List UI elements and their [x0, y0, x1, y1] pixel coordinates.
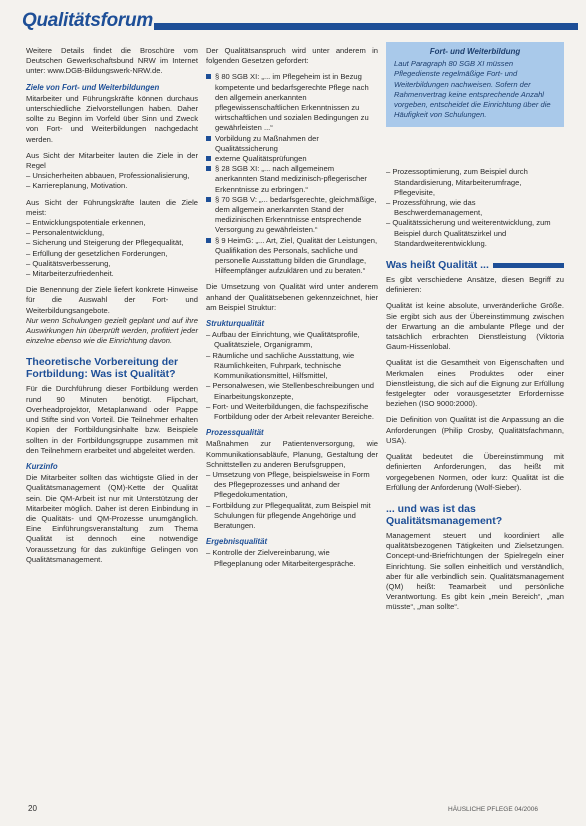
list-item: – Fortbildung zur Pflegequalität, zum Beispiel mit Schulungen für pflegende Angehörige und Beratungen. [206, 500, 371, 530]
paragraph: Die Benennung der Ziele liefert konkrete Hinweise für die Auswahl der Fort- und Weiterbildungsangebote. [26, 285, 198, 315]
paragraph: Management steuert und koordiniert alle qualitätsbezogenen Tätigkeiten und Zielsetzungen. Concept-und-Briefrichtungen der Spielregeln einer Einrichtung. Sie sollen einheitlich und verständlich, aber für alle verbindlich sein. Qualitätsmanagement (QM) heißt: Teamarbeit und persönliche Verantwortung. Es gibt kein „mein Bereich“, „man müsste“, „man sollte“. [386, 530, 564, 612]
heading-qualitaetsmanagement [386, 503, 564, 527]
subheading-ergebnisqualitaet: Ergebnisqualität [206, 537, 268, 547]
paragraph: Für die Durchführung dieser Fortbildung werden rund 90 Minuten benötigt. Flipchart, Overheadprojektor, Metaplanwand oder Pappe und Stifte sind von Vorteil. Die Teilnehmer erhalten Kopien der Fortbildungsinhalte bzw. Beispiele sollten in der Fortbildungsgruppe zusammen mit den Teilnehmern erarbeitet und abgeleitet werden. [26, 384, 198, 455]
list-item: – Aufbau der Einrichtung, wie Qualitätsprofile, Qualitätsziele, Organigramm, [206, 330, 360, 350]
list-mitarbeiter-ziele [26, 171, 198, 191]
list-item: – Qualitätsverbesserung, [26, 258, 111, 268]
paragraph: Die Umsetzung von Qualität wird unter anderem anhand der Qualitätsebenen gekennzeichnet, hier am Beispiel Struktur: [206, 282, 378, 312]
heading-theoretische-vorbereitung: Theoretische Vorbereitung der Fortbildung: Was ist Qualität? [26, 356, 179, 381]
page-number: 20 [28, 804, 37, 813]
list-prozessoptimierung [386, 167, 564, 249]
heading-text: Was heißt Qualität ... [386, 259, 489, 272]
section-title: Qualitätsforum [22, 10, 153, 31]
list-item: § 70 SGB V: „... bedarfsgerechte, gleichmäßige, dem allgemein anerkannten Stand der medizinischen Erkenntnisse entsprechende Versorgung zu gewährleisten.“ [206, 195, 378, 236]
header-rule [154, 23, 578, 30]
subheading-strukturqualitaet: Strukturqualität [206, 319, 265, 329]
list-item: – Sicherung und Steigerung der Pflegequalität, [26, 238, 184, 248]
list-gesetze [206, 72, 378, 276]
subheading-ziele: Ziele von Fort- und Weiterbildungen [26, 82, 160, 92]
list-struktur [206, 330, 378, 422]
list-item: – Mitarbeiterzufriedenheit. [26, 269, 114, 279]
paragraph: Die Mitarbeiter sollten das wichtigste Glied in der Qualitätsmanagement (QM)-Kette der Qualität sein. Die QM-Arbeit ist nur mit Unterstützung der Mitarbeiter möglich. Daher ist deren Einbindung in die Qualitäts- und QM-Prozesse unumgänglich. Eine Einführungsveranstaltung zum Thema Qualität ist dennoch eine notwendige Voraussetzung für das zukünftige Gelingen von Qualitätsmanagement. [26, 473, 198, 564]
column-1 [26, 46, 198, 571]
info-box-title: Fort- und Weiterbildung [429, 47, 521, 56]
list-item: – Fort- und Weiterbildungen, die fachspezifische Fortbildung oder der Arbeit relevanter Bereiche. [206, 401, 374, 421]
subheading-prozessqualitaet: Prozessqualität [206, 428, 264, 438]
list-item: § 28 SGB XI: „... nach allgemeinem anerkannten Stand medizinisch-pflegerischer Erkenntnisse zu erbringen.“ [206, 164, 378, 195]
paragraph: Maßnahmen zur Patientenversorgung, wie Kommunikationsabläufe, Planung, Gestaltung der Schnittstellen zu anderen Berufsgruppen, [206, 439, 378, 469]
list-item: Vorbildung zu Maßnahmen der Qualitätssicherung [206, 134, 378, 154]
info-box-text: Laut Paragraph 80 SGB XI müssen Pflegedienste regelmäßige Fort- und Weiterbildungen nachweisen. Sofern der Rahmenvertrag keine entsprechende Anzahl vorgeben, entscheidet die Einrichtung über die Häufigkeit von Schulungen. [394, 59, 551, 120]
list-item: – Karriereplanung, Motivation. [26, 181, 128, 191]
subheading-kurzinfo: Kurzinfo [26, 461, 58, 471]
list-item: – Prozessoptimierung, zum Beispiel durch Standardisierung, Mitarbeiterumfrage, Pflegevisite, [386, 167, 528, 197]
magazine-issue: HÄUSLICHE PFLEGE 04/2006 [448, 806, 538, 813]
list-item: – Unsicherheiten abbauen, Professionalisierung, [26, 171, 190, 181]
paragraph: Mitarbeiter und Führungskräfte können durchaus unterschiedliche Zielvorstellungen haben. Daher sollte zu Beginn im Vorfeld über Sinn und Zweck von Fort- und Weiterbildungen nachgedacht werden. [26, 93, 198, 144]
intro-text: Weitere Details findet die Broschüre vom Deutschen Gewerkschaftsbund NRW im Internet unter: www.DGB-Bildungswerk-NRW.de. [26, 46, 198, 76]
info-box [386, 42, 564, 127]
list-item: § 80 SGB XI: „... im Pflegeheim ist in Bezug kompetente und bedarfsgerechte Pflege nach den allgemein anerkannten pflegewissenschaftlichen Erkenntnissen zu wirtschaftlichen und sozialen Bedingungen zu gewährleisten ...“ [206, 72, 378, 133]
paragraph: Es gibt verschiedene Ansätze, diesen Begriff zu definieren: [386, 275, 564, 295]
list-item: – Personalentwicklung, [26, 228, 105, 238]
paragraph: Aus Sicht der Mitarbeiter lauten die Ziele in der Regel [26, 150, 198, 171]
paragraph: Aus Sicht der Führungskräfte lauten die Ziele meist: [26, 197, 198, 217]
list-item: – Qualitätssicherung und weiterentwicklung, zum Beispiel durch Qualitätszirkel und Standardweiterentwicklung. [386, 218, 551, 248]
paragraph-italic: Nur wenn Schulungen gezielt geplant und auf ihre Auswirkungen hin überprüft werden, profitiert jeder einzelne ebenso wie die Einrichtung davon. [26, 315, 198, 346]
page-header [22, 10, 578, 34]
list-prozess [206, 470, 378, 531]
list-ergebnis [206, 548, 378, 568]
heading-text: ... und was ist das Qualitätsmanagement? [386, 502, 503, 527]
list-item: – Prozessführung, wie das Beschwerdemanagement, [386, 198, 483, 218]
column-3 [386, 46, 564, 619]
paragraph: Qualität bedeutet die Übereinstimmung mit definierten Anforderungen, das heißt mit vorgegebenen Normen, oder kurz: Qualität ist die Erfüllung der Anforderung (Wolf-Sieber). [386, 452, 564, 492]
column-2 [206, 46, 378, 575]
paragraph: Qualität ist die Gesamtheit von Eigenschaften und Merkmalen eines Produktes oder einer Dienstleistung, die sich auf die Eignung zur Erfüllung festgelegter oder vorausgesetzter Erfordernisse beziehen (ISO 9000:2000). [386, 358, 564, 409]
list-item: – Räumliche und sachliche Ausstattung, wie Räumlichkeiten, Fuhrpark, technische Kommunikationsmittel, Hilfsmittel, [206, 350, 355, 381]
list-item: – Kontrolle der Zielvereinbarung, wie Pflegeplanung oder Mitarbeitergespräche. [206, 548, 356, 568]
list-item: – Umsetzung von Pflege, beispielsweise in Form des Pflegeprozesses und anhand der Pflegedokumentation, [206, 469, 370, 500]
list-item: – Erfüllung der gesetzlichen Forderungen, [26, 248, 168, 258]
heading-rule [493, 263, 564, 268]
list-item: – Personalwesen, wie Stellenbeschreibungen und Einarbeitungskonzepte, [206, 381, 375, 401]
list-item: – Entwicklungspotentiale erkennen, [26, 218, 146, 228]
list-fuehrung-ziele [26, 218, 198, 279]
heading-was-heisst-qualitaet [386, 259, 564, 271]
paragraph: Der Qualitätsanspruch wird unter anderem in folgenden Gesetzen gefordert: [206, 46, 378, 66]
list-item: externe Qualitätsprüfungen [206, 154, 378, 164]
paragraph: Qualität ist keine absolute, unveränderliche Größe. Sie ergibt sich aus der Übereinstimmung zwischen der Erwartung an die ambulante Pflege und der tatsächlich erbrachten Dienstleistung (Viktoria Gaum-Hissenlobal. [386, 301, 564, 352]
paragraph: Die Definition von Qualität ist die Anpassung an die Anforderungen (Philip Crosby, Qualitätsfachmann, USA). [386, 415, 564, 445]
list-item: § 9 HeimG: „... Art, Ziel, Qualität der Leistungen, Qualifikation des Personals, sachliche und personelle Ausstattung bilden die Grundlage, Hilfeempfänger aufzuklären und zu beraten.“ [206, 236, 378, 277]
